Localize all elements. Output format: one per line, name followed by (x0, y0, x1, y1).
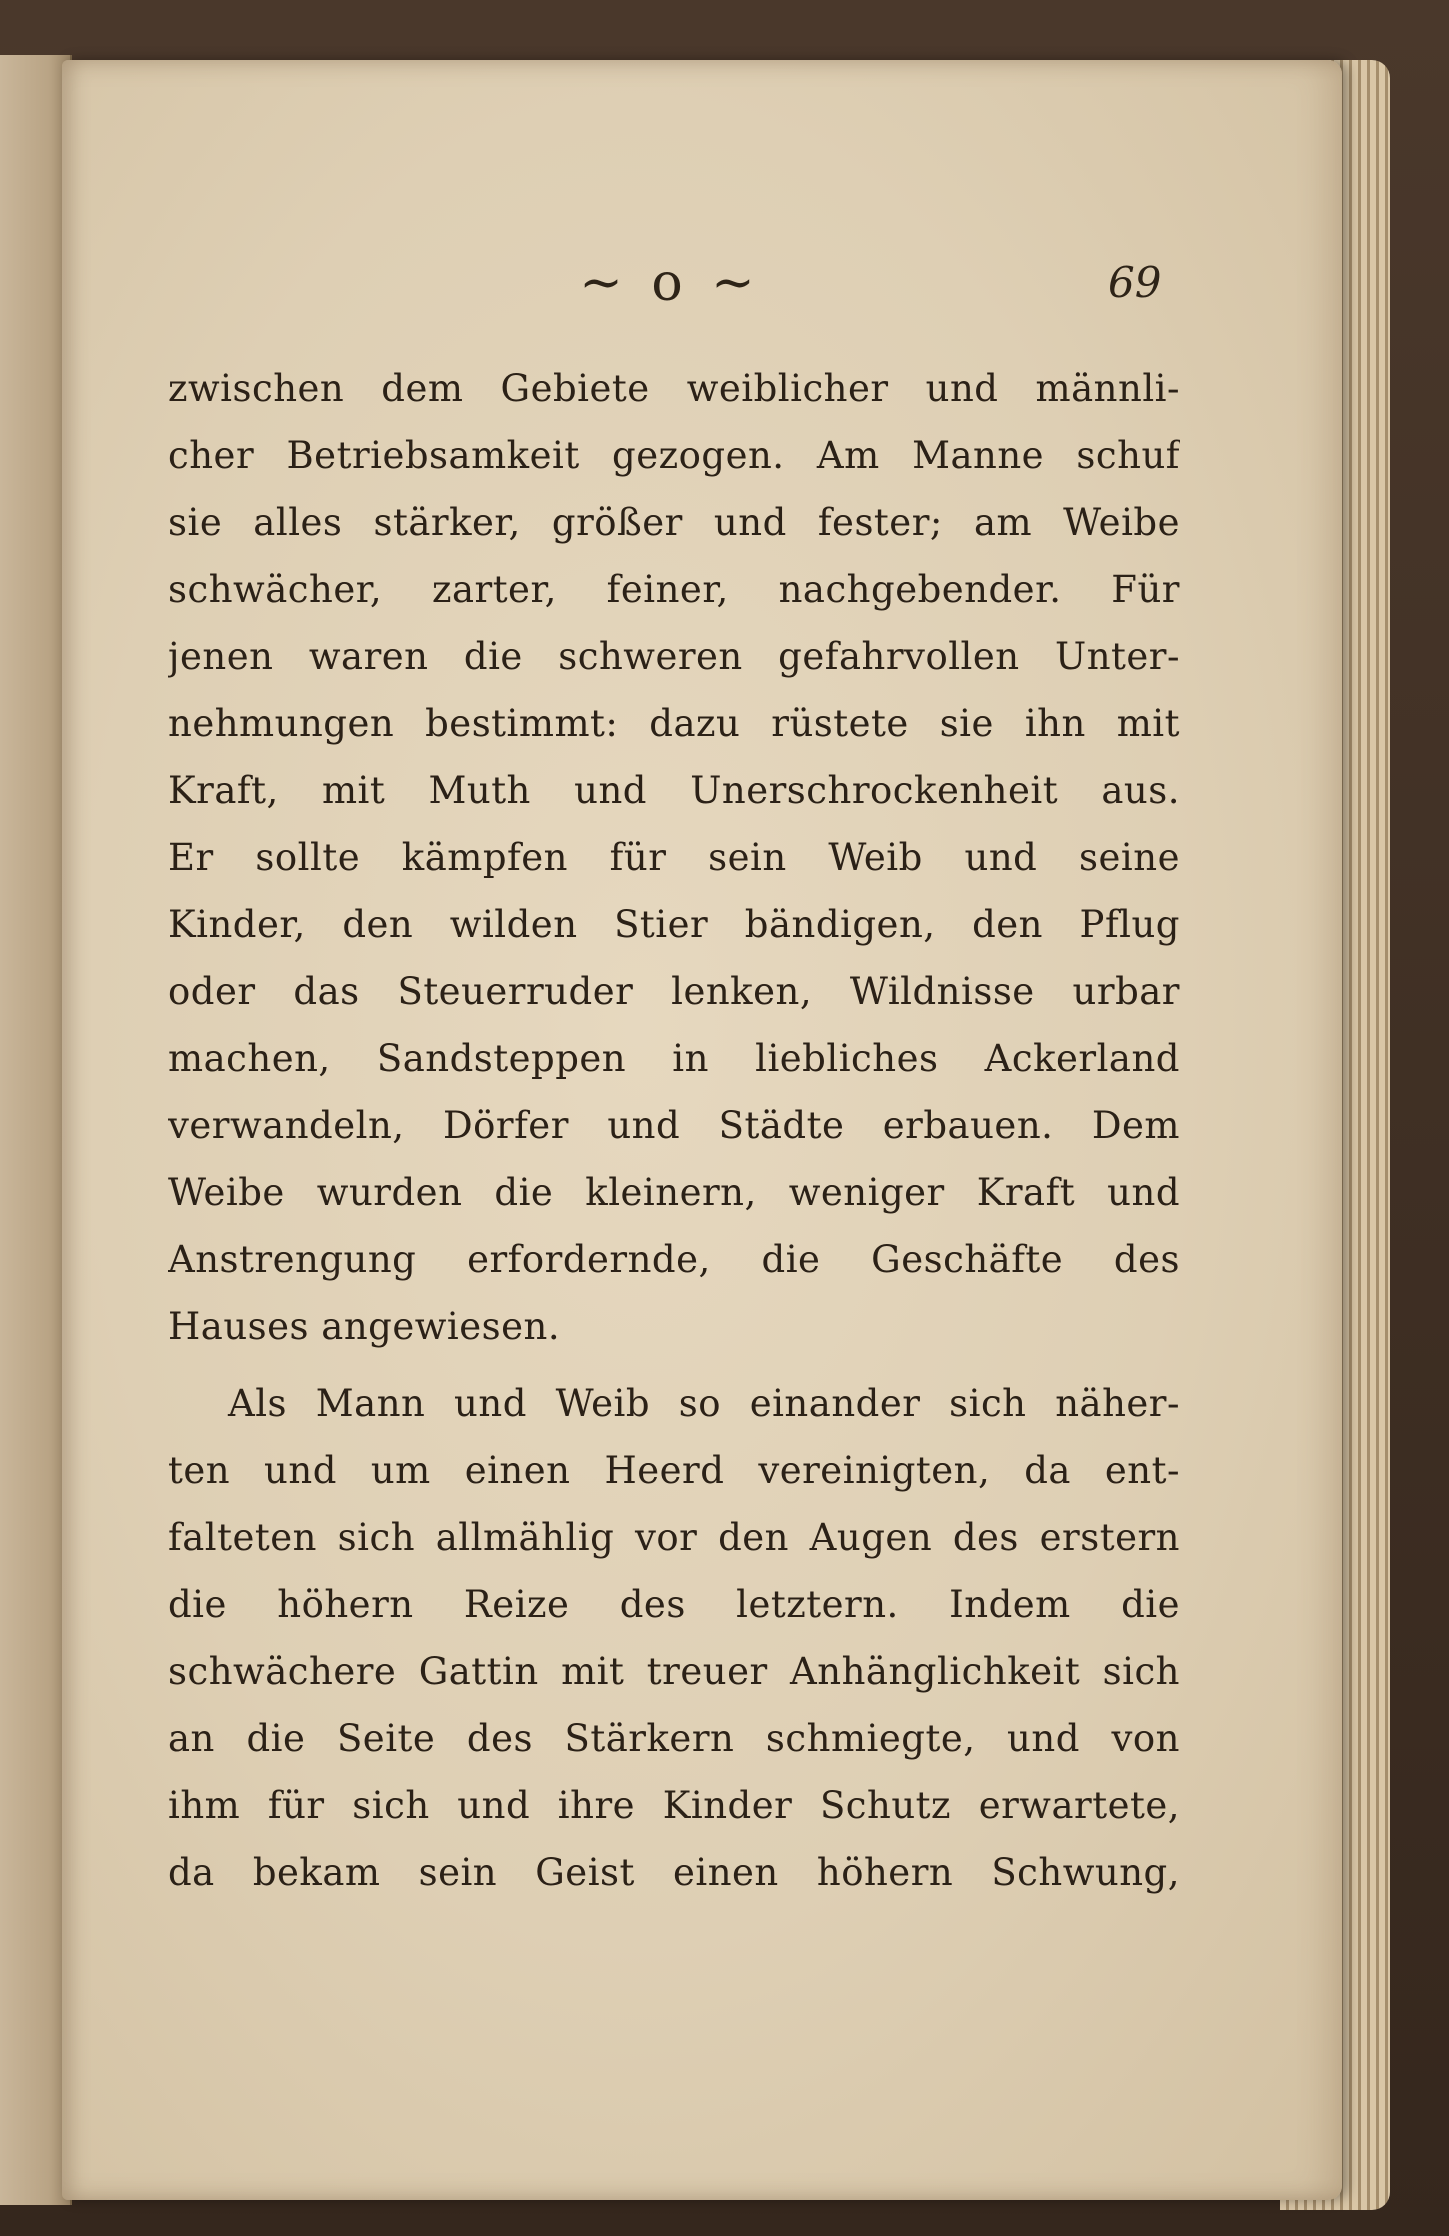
text-line: sie alles stärker, größer und fester; am Weibe (168, 501, 1180, 544)
text-line: falteten sich allmählig vor den Augen des erstern (168, 1516, 1180, 1559)
paragraph-gap (168, 1360, 1180, 1370)
page-number: 69 (1108, 258, 1162, 307)
text-line: Kraft, mit Muth und Unerschrockenheit aus. (168, 769, 1180, 812)
text-line: die höhern Reize des letztern. Indem die (168, 1583, 1180, 1626)
text-line: an die Seite des Stärkern schmiegte, und von (168, 1717, 1180, 1760)
text-line: nehmungen bestimmt: dazu rüstete sie ihn mit (168, 702, 1180, 745)
text-line: oder das Steuerruder lenken, Wildnisse urbar (168, 970, 1180, 1013)
text-line: schwächere Gattin mit treuer Anhänglichkeit sich (168, 1650, 1180, 1693)
paragraph-2 (168, 1370, 1180, 1906)
text-line: Als Mann und Weib so einander sich näher- (228, 1382, 1180, 1425)
text-line: verwandeln, Dörfer und Städte erbauen. Dem (168, 1104, 1180, 1147)
text-line: Weibe wurden die kleinern, weniger Kraft und (168, 1171, 1180, 1214)
text-line: Kinder, den wilden Stier bändigen, den Pflug (168, 903, 1180, 946)
text-line: Anstrengung erfordernde, die Geschäfte des (168, 1238, 1180, 1281)
text-line: machen, Sandsteppen in liebliches Ackerland (168, 1037, 1180, 1080)
text-line: ihm für sich und ihre Kinder Schutz erwartete, (168, 1784, 1180, 1827)
text-line: da bekam sein Geist einen höhern Schwung, (168, 1851, 1180, 1894)
text-line: ten und um einen Heerd vereinigten, da ent- (168, 1449, 1180, 1492)
text-line: schwächer, zarter, feiner, nachgebender. Für (168, 568, 1180, 611)
text-line: Er sollte kämpfen für sein Weib und seine (168, 836, 1180, 879)
text-line: Hauses angewiesen. (168, 1305, 561, 1348)
paragraph-1 (168, 355, 1180, 1360)
text-line: jenen waren die schweren gefahrvollen Unter- (168, 635, 1180, 678)
text-line: zwischen dem Gebiete weiblicher und männli- (168, 367, 1180, 410)
text-line: cher Betriebsamkeit gezogen. Am Manne schuf (168, 434, 1180, 477)
header-ornament: ~ o ~ (579, 253, 761, 313)
body-text (168, 355, 1180, 1906)
